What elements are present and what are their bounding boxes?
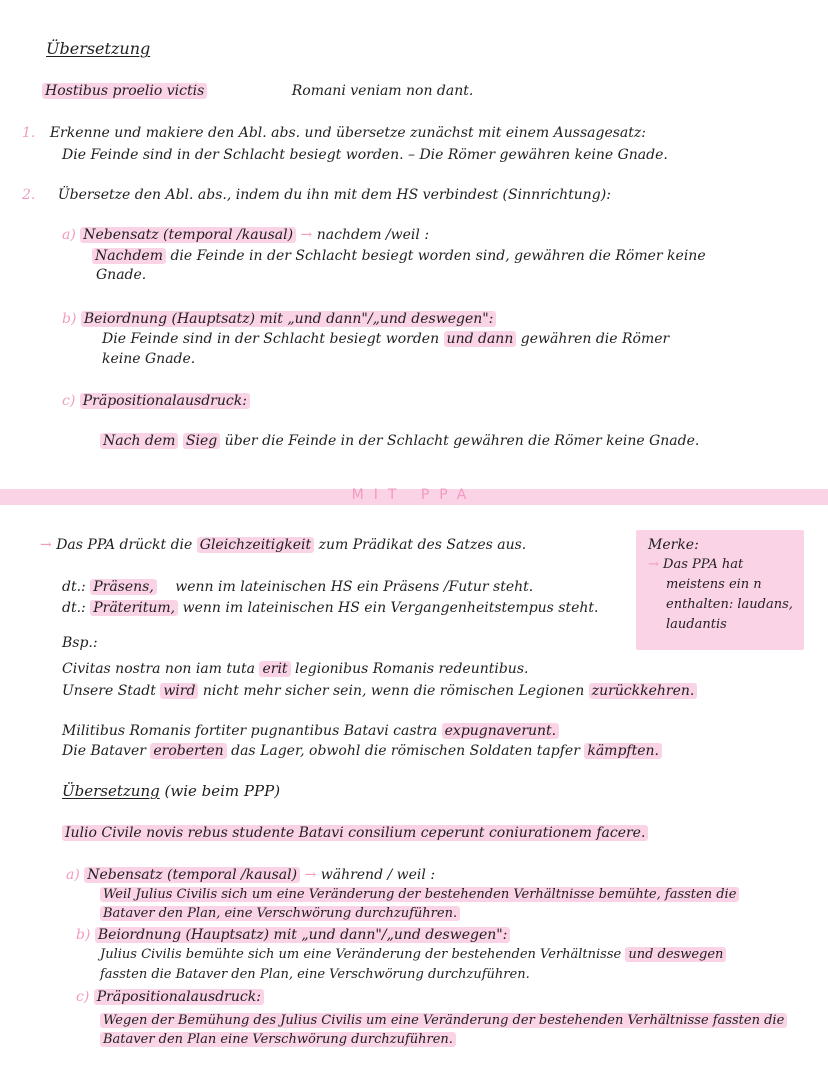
- task-1-answer: Die Feinde sind in der Schlacht besiegt worden. – Die Römer gewähren keine Gnade.: [62, 147, 668, 163]
- task-2b-label: b): [62, 311, 77, 327]
- task-2a-conj-highlight: Nachdem: [92, 248, 166, 264]
- task-2b-line-1-pre: Die Feinde sind in der Schlacht besiegt worden: [102, 331, 440, 347]
- part-2c-label: c): [76, 989, 90, 1005]
- part-2c-line-2: [100, 1031, 456, 1049]
- task-2c-noun-highlight: Sieg: [183, 433, 220, 449]
- page-title: Übersetzung: [46, 39, 151, 58]
- example-2-latin: [62, 722, 559, 740]
- task-2c-label: c): [62, 393, 76, 409]
- example-1-latin-highlight: erit: [259, 661, 290, 677]
- example-2-latin-pre: Militibus Romanis fortiter pugnantibus Batavi castra: [62, 723, 438, 739]
- example-1-latin-pre: Civitas nostra non iam tuta: [62, 661, 256, 677]
- ppa-rule-past-highlight: Präteritum,: [90, 600, 178, 616]
- task-2b-line-1-post: gewähren die Römer: [520, 331, 670, 347]
- ppa-rule-past: [62, 599, 599, 617]
- part-2c-line-1: [100, 1012, 787, 1030]
- translation-heading: [62, 782, 280, 800]
- ppa-rule-highlight: Gleichzeitigkeit: [197, 537, 314, 553]
- task-2b-line-1: [102, 330, 669, 348]
- ppa-rule: [40, 536, 526, 554]
- task-2-text: Übersetze den Abl. abs., indem du ihn mit dem HS verbindest (Sinnrichtung):: [57, 187, 611, 203]
- part-2a-label: a): [66, 867, 80, 883]
- example-2-german-highlight-1: eroberten: [150, 743, 226, 759]
- task-2b-line-2: keine Gnade.: [102, 351, 196, 367]
- task-2c-line: [100, 432, 699, 450]
- latin-sentence-2-text: Iulio Civile novis rebus studente Batavi consilium ceperunt coniurationem facere.: [62, 825, 648, 841]
- section-title: MIT PPA: [351, 487, 477, 503]
- task-2c-heading: [62, 392, 250, 410]
- part-2c-heading-text: Präpositionalausdruck:: [94, 989, 264, 1005]
- example-1-german-mid: nicht mehr sicher sein, wenn die römischen Legionen: [202, 683, 585, 699]
- part-2a-line-1: [100, 886, 739, 904]
- ppa-rule-present: [62, 578, 533, 596]
- merke-line-1-text: Das PPA hat: [663, 557, 744, 572]
- task-1: [22, 124, 646, 142]
- task-1-number: 1.: [22, 125, 36, 141]
- task-2a-line-1-rest: die Feinde in der Schlacht besiegt worden sind, gewähren die Römer keine: [170, 248, 706, 264]
- translation-heading-title: Übersetzung: [62, 782, 160, 800]
- ppa-rule-present-label: dt.:: [62, 579, 86, 595]
- part-2b-conj-highlight: und deswegen: [625, 947, 726, 962]
- task-1-text: Erkenne und makiere den Abl. abs. und übersetze zunächst mit einem Aussagesatz:: [49, 125, 647, 141]
- arrow-icon: →: [304, 867, 317, 883]
- merke-line-2: meistens ein n: [666, 577, 762, 592]
- latin-sentence-1: [42, 82, 473, 100]
- part-2b-line-1-pre: Julius Civilis bemühte sich um eine Veränderung der bestehenden Verhältnisse: [100, 947, 622, 962]
- merke-line-3: enthalten: laudans,: [666, 597, 793, 612]
- example-2-german-pre: Die Bataver: [62, 743, 146, 759]
- part-2c-line-2-highlight: Bataver den Plan eine Verschwörung durchzuführen.: [100, 1032, 456, 1047]
- ppa-rule-present-highlight: Präsens,: [90, 579, 157, 595]
- part-2c-heading: [76, 988, 264, 1006]
- example-1-latin: [62, 660, 528, 678]
- part-2a-heading: [66, 866, 435, 884]
- part-2a-heading-text: Nebensatz (temporal /kausal): [84, 867, 300, 883]
- task-2c-prep-highlight: Nach dem: [100, 433, 178, 449]
- part-2b-heading: [76, 926, 510, 944]
- part-2a-line-2: [100, 905, 460, 923]
- task-2a-heading: [62, 226, 429, 244]
- ppa-rule-present-rest: wenn im lateinischen HS ein Präsens /Futur steht.: [175, 579, 534, 595]
- task-2a-label: a): [62, 227, 76, 243]
- merke-box: [636, 530, 804, 650]
- task-2a-line-2: Gnade.: [96, 267, 147, 283]
- task-2-number: 2.: [22, 187, 36, 203]
- part-2c-line-1-highlight: Wegen der Bemühung des Julius Civilis um eine Veränderung der bestehenden Verhältnisse fassten die: [100, 1013, 787, 1028]
- example-1-german-highlight-1: wird: [160, 683, 198, 699]
- part-2b-line-1: [100, 946, 726, 964]
- example-2-german-highlight-2: kämpften.: [584, 743, 662, 759]
- ppa-rule-past-rest: wenn im lateinischen HS ein Vergangenheitstempus steht.: [182, 600, 599, 616]
- arrow-icon: →: [648, 557, 659, 572]
- arrow-icon: →: [40, 537, 52, 553]
- part-2a-conjunctions: während / weil :: [320, 867, 436, 883]
- latin-sentence-2: [62, 824, 648, 842]
- part-2b-heading-text: Beiordnung (Hauptsatz) mit „und dann"/„und deswegen":: [95, 927, 511, 943]
- merke-line-1: [648, 556, 743, 574]
- part-2b-line-2: fassten die Bataver den Plan, eine Verschwörung durchzuführen.: [100, 967, 530, 982]
- task-2b-heading-text: Beiordnung (Hauptsatz) mit „und dann"/„und deswegen":: [81, 311, 497, 327]
- example-1-german: [62, 682, 697, 700]
- arrow-icon: →: [300, 227, 313, 243]
- merke-line-4: laudantis: [666, 617, 727, 632]
- part-2a-line-1-highlight: Weil Julius Civilis sich um eine Veränderung der bestehenden Verhältnisse bemühte, fassten die: [100, 887, 739, 902]
- example-1-latin-post: legionibus Romanis redeuntibus.: [295, 661, 529, 677]
- task-2b-heading: [62, 310, 496, 328]
- ppa-rule-pre: Das PPA drückt die: [56, 537, 193, 553]
- example-1-german-highlight-2: zurückkehren.: [589, 683, 698, 699]
- task-2a-conjunctions: nachdem /weil :: [316, 227, 430, 243]
- example-label: Bsp.:: [62, 635, 98, 651]
- task-2: [22, 186, 611, 204]
- task-2a-heading-text: Nebensatz (temporal /kausal): [80, 227, 296, 243]
- example-1-german-pre: Unsere Stadt: [62, 683, 156, 699]
- merke-title: Merke:: [648, 537, 699, 553]
- task-2a-line-1: [92, 247, 706, 265]
- ppa-rule-post: zum Prädikat des Satzes aus.: [318, 537, 527, 553]
- part-2b-label: b): [76, 927, 91, 943]
- translation-heading-note: (wie beim PPP): [164, 782, 281, 800]
- ppa-rule-past-label: dt.:: [62, 600, 86, 616]
- ablative-absolute-highlight: Hostibus proelio victis: [42, 83, 207, 99]
- example-2-german: [62, 742, 662, 760]
- task-2c-heading-text: Präpositionalausdruck:: [80, 393, 250, 409]
- task-2b-conj-highlight: und dann: [444, 331, 517, 347]
- example-2-latin-highlight: expugnaverunt.: [442, 723, 559, 739]
- example-2-german-mid: das Lager, obwohl die römischen Soldaten tapfer: [231, 743, 580, 759]
- part-2a-line-2-highlight: Bataver den Plan, eine Verschwörung durchzuführen.: [100, 906, 460, 921]
- task-2c-line-rest: über die Feinde in der Schlacht gewähren die Römer keine Gnade.: [224, 433, 700, 449]
- latin-sentence-1-rest: Romani veniam non dant.: [291, 83, 474, 99]
